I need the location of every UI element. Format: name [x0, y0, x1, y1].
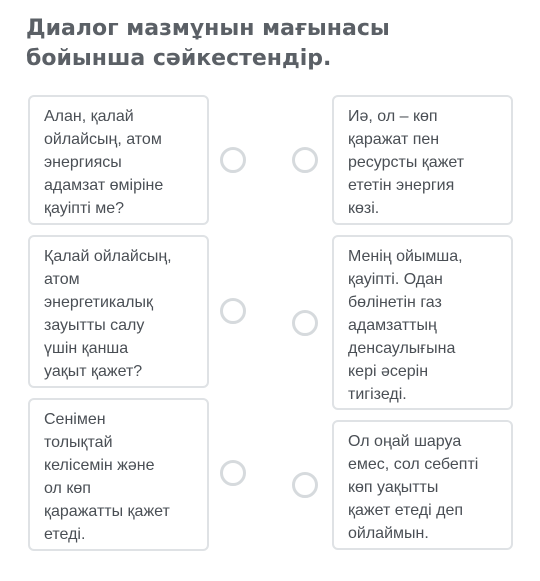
left-connector-3[interactable]	[220, 460, 246, 486]
right-connector-2[interactable]	[292, 310, 318, 336]
right-connector-3[interactable]	[292, 472, 318, 498]
right-option-2[interactable]: Менің ойымша, қауіпті. Одан бөлінетін газ адамзаттың денсаулығына кері әсерін тигізеді.	[332, 235, 513, 410]
left-option-3[interactable]: Сенімен толықтай келісемін және ол көп қаражатты қажет етеді.	[28, 398, 209, 551]
left-option-2[interactable]: Қалай ойлайсың, атом энергетикалық зауытты салу үшін қанша уақыт қажет?	[28, 235, 209, 388]
question-title: Диалог мазмұнын мағынасы бойынша сәйкестендір.	[26, 16, 390, 71]
left-option-1[interactable]: Алан, қалай ойлайсың, атом энергиясы адамзат өміріне қауіпті ме?	[28, 95, 209, 225]
right-connector-1[interactable]	[292, 147, 318, 173]
right-option-1[interactable]: Иә, ол – көп қаражат пен ресурсты қажет ететін энергия көзі.	[332, 95, 513, 225]
right-option-3[interactable]: Ол оңай шаруа емес, сол себепті көп уақытты қажет етеді деп ойлаймын.	[332, 420, 513, 550]
left-connector-1[interactable]	[220, 147, 246, 173]
left-connector-2[interactable]	[220, 298, 246, 324]
